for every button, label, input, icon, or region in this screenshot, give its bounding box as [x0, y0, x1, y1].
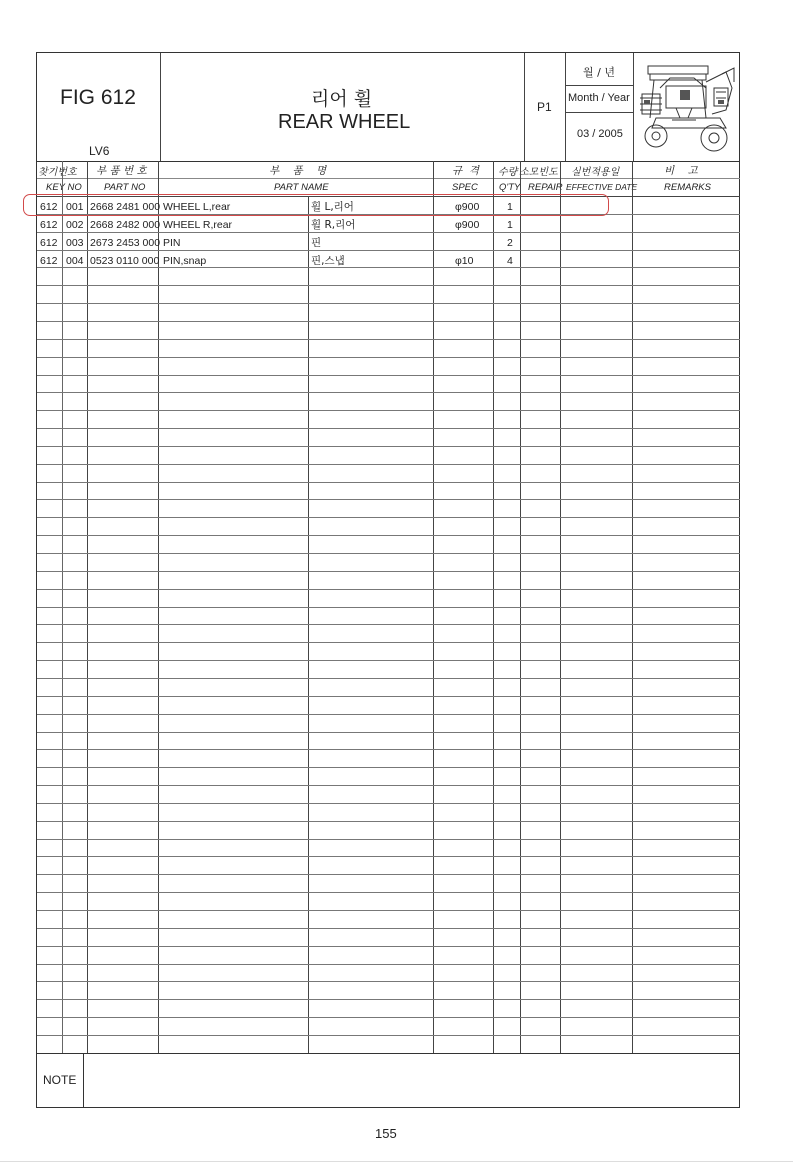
row-rule [37, 714, 740, 715]
row-rule [37, 482, 740, 483]
row-rule [37, 428, 740, 429]
row-rule [37, 785, 740, 786]
row-name-ko: 휠 L,리어 [311, 201, 354, 213]
row-rule [37, 607, 740, 608]
row-rule [37, 660, 740, 661]
row-key: 004 [66, 255, 84, 267]
row-rule [37, 517, 740, 518]
row-rule [37, 392, 740, 393]
note-label: NOTE [43, 1073, 77, 1087]
col-repair-en: REPAIR [528, 182, 563, 193]
row-rule [37, 499, 740, 500]
row-rule [37, 339, 740, 340]
header-divider [160, 53, 161, 161]
date-divider [565, 112, 633, 113]
row-rule [37, 589, 740, 590]
note-divider [83, 1053, 84, 1107]
col-effective-en: EFFECTIVE DATE [566, 182, 638, 192]
row-rule [37, 856, 740, 857]
row-qty: 4 [507, 255, 513, 267]
row-rule [37, 1035, 740, 1036]
row-fig: 612 [40, 219, 58, 231]
page-code: P1 [537, 100, 552, 114]
col-key-en: KEY NO [46, 182, 82, 193]
row-rule [37, 678, 740, 679]
row-rule [37, 250, 740, 251]
row-name-ko: 휠 R,리어 [311, 219, 356, 231]
header-divider [633, 53, 634, 161]
row-rule [37, 375, 740, 376]
col-partno-en: PART NO [104, 182, 146, 193]
col-qty-ko: 수량 [498, 167, 518, 178]
row-qty: 1 [507, 201, 513, 213]
row-rule [37, 981, 740, 982]
row-qty: 2 [507, 237, 513, 249]
row-rule [37, 803, 740, 804]
row-rule [37, 749, 740, 750]
row-name-ko: 핀,스냅 [311, 255, 345, 267]
note-top-line [37, 1053, 740, 1054]
row-rule [37, 464, 740, 465]
col-qty-en: Q'TY [499, 182, 521, 193]
model-code: LV6 [89, 144, 110, 158]
header-divider [565, 53, 566, 161]
scan-edge [0, 1161, 793, 1162]
row-spec: φ10 [455, 255, 474, 267]
row-rule [37, 1017, 740, 1018]
row-rule [37, 946, 740, 947]
row-rule [37, 357, 740, 358]
col-partname-ko: 부 품 명 [269, 165, 327, 177]
row-name-en: WHEEL R,rear [163, 219, 233, 231]
row-part-no: 0523 0110 000 [90, 255, 160, 267]
row-rule [37, 553, 740, 554]
header-bottom-line [37, 161, 740, 162]
tractor-illustration-icon [636, 58, 738, 156]
row-key: 002 [66, 219, 84, 231]
row-key: 001 [66, 201, 84, 213]
col-repair-ko: 소모빈도 [519, 167, 558, 178]
header-divider [524, 53, 525, 161]
row-rule [37, 821, 740, 822]
row-part-no: 2668 2482 000 [90, 219, 161, 231]
row-rule [37, 928, 740, 929]
column-header-midline [37, 178, 740, 179]
row-rule [37, 892, 740, 893]
page-number: 155 [375, 1126, 397, 1141]
row-qty: 1 [507, 219, 513, 231]
col-spec-ko: 규 격 [452, 165, 479, 177]
row-fig: 612 [40, 255, 58, 267]
row-spec: φ900 [455, 201, 480, 213]
row-rule [37, 446, 740, 447]
row-rule [37, 964, 740, 965]
row-rule [37, 732, 740, 733]
row-rule [37, 285, 740, 286]
row-fig: 612 [40, 237, 58, 249]
row-rule [37, 999, 740, 1000]
col-key-ko: 찾기번호 [38, 167, 77, 178]
row-rule [37, 571, 740, 572]
row-rule [37, 321, 740, 322]
row-rule [37, 874, 740, 875]
row-name-en: WHEEL L,rear [163, 201, 231, 213]
highlight-outline [23, 194, 609, 216]
date-value: 03 / 2005 [577, 128, 623, 140]
date-label-korean: 월 / 년 [583, 66, 615, 79]
title-korean: 리어 휠 [311, 88, 373, 110]
col-partname-en: PART NAME [274, 182, 329, 193]
row-part-no: 2673 2453 000 [90, 237, 161, 249]
col-remarks-ko: 비 고 [664, 165, 698, 177]
title-english: REAR WHEEL [278, 111, 411, 133]
row-rule [37, 839, 740, 840]
row-rule [37, 624, 740, 625]
col-remarks-en: REMARKS [664, 182, 711, 193]
row-spec: φ900 [455, 219, 480, 231]
col-spec-en: SPEC [452, 182, 478, 193]
row-name-en: PIN,snap [163, 255, 207, 267]
row-rule [37, 535, 740, 536]
row-rule [37, 232, 740, 233]
fig-number: FIG 612 [60, 86, 136, 109]
row-rule [37, 642, 740, 643]
row-rule [37, 910, 740, 911]
row-fig: 612 [40, 201, 58, 213]
row-rule [37, 303, 740, 304]
date-label-english: Month / Year [568, 92, 630, 104]
row-rule [37, 696, 740, 697]
col-partno-ko: 부 품 번 호 [96, 165, 147, 177]
col-effective-ko: 실번적용일 [571, 167, 620, 178]
row-key: 003 [66, 237, 84, 249]
date-divider [565, 85, 633, 86]
row-part-no: 2668 2481 000 [90, 201, 161, 213]
row-name-en: PIN [163, 237, 181, 249]
row-rule [37, 767, 740, 768]
row-rule [37, 410, 740, 411]
row-name-ko: 핀 [311, 237, 322, 249]
